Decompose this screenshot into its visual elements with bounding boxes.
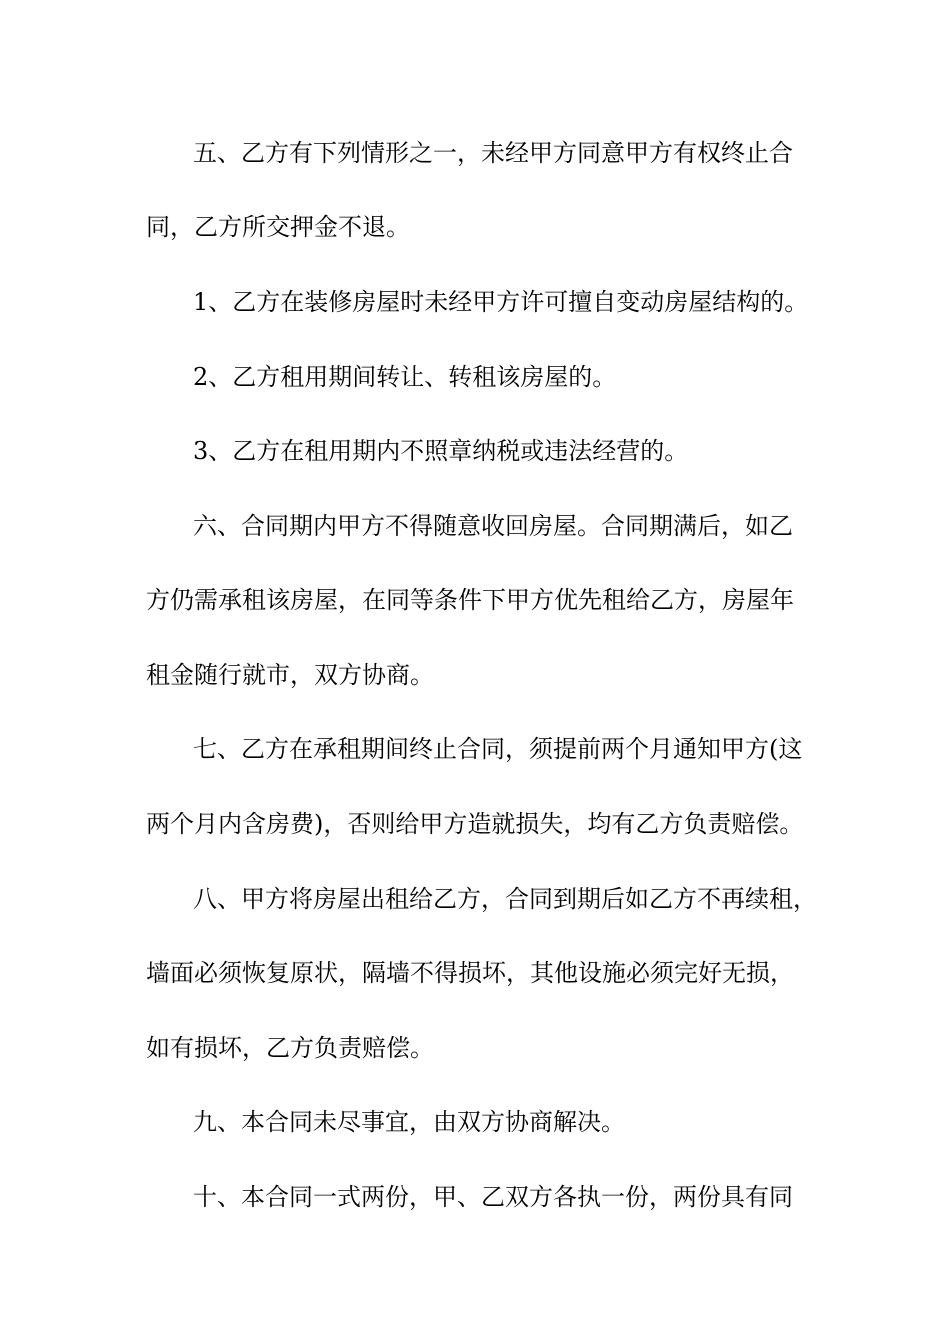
clause-6-line-2: 方仍需承租该房屋，在同等条件下甲方优先租给乙方，房屋年	[146, 586, 794, 614]
clause-5-3-line-1: 3、乙方在租用期内不照章纳税或违法经营的。	[193, 437, 689, 465]
clause-7-line-1: 七、乙方在承租期间终止合同，须提前两个月通知甲方(这	[193, 735, 803, 763]
clause-8-line-1: 八、甲方将房屋出租给乙方，合同到期后如乙方不再续租，	[193, 885, 817, 913]
clause-6-line-3: 租金随行就市，双方协商。	[146, 661, 434, 689]
clause-10-line-1: 十、本合同一式两份，甲、乙双方各执一份，两份具有同	[193, 1183, 793, 1211]
clause-8-line-3: 如有损坏，乙方负责赔偿。	[146, 1034, 434, 1062]
clause-7-line-2: 两个月内含房费)，否则给甲方造就损失，均有乙方负责赔偿。	[146, 810, 804, 838]
clause-9-line-1: 九、本合同未尽事宜，由双方协商解决。	[193, 1108, 625, 1136]
clause-6-line-1: 六、合同期内甲方不得随意收回房屋。合同期满后，如乙	[193, 512, 793, 540]
clause-5-line-1: 五、乙方有下列情形之一，未经甲方同意甲方有权终止合	[193, 139, 793, 167]
clause-5-line-2: 同，乙方所交押金不退。	[146, 213, 410, 241]
clause-8-line-2: 墙面必须恢复原状，隔墙不得损坏，其他设施必须完好无损，	[146, 959, 794, 987]
clause-5-2-line-1: 2、乙方租用期间转让、转租该房屋的。	[193, 363, 617, 391]
clause-5-1-line-1: 1、乙方在装修房屋时未经甲方许可擅自变动房屋结构的。	[193, 288, 809, 316]
